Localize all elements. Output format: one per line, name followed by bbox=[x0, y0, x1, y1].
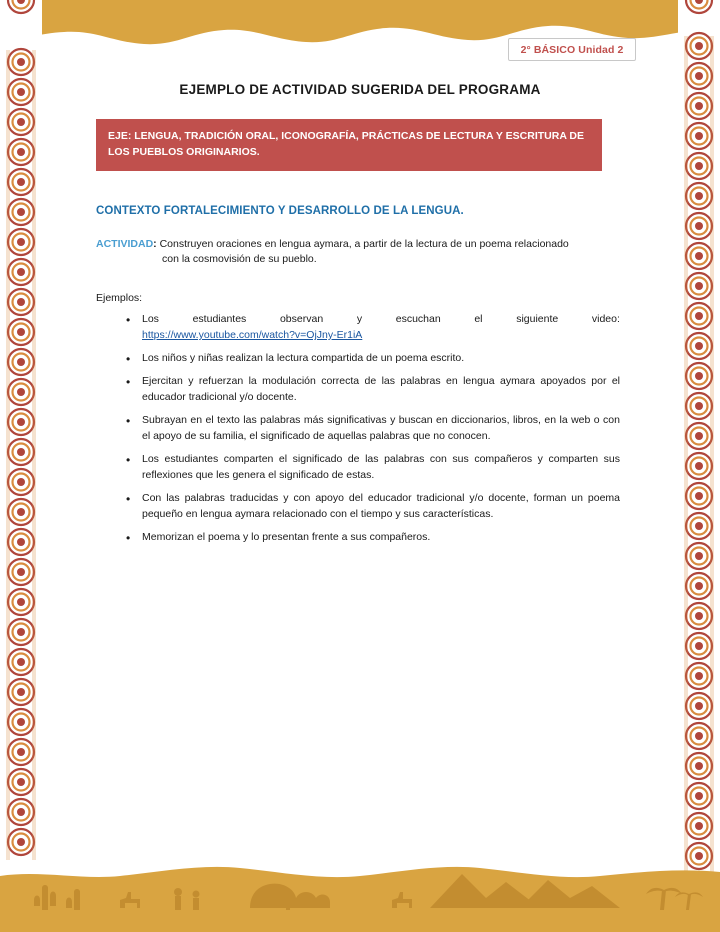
list-item bbox=[142, 413, 624, 445]
list-item bbox=[142, 351, 624, 367]
unit-badge-label: 2° BÁSICO Unidad 2 bbox=[520, 43, 624, 56]
examples-list bbox=[96, 312, 624, 545]
list-item-text: Memorizan el poema y lo presentan frente a sus compañeros. bbox=[142, 530, 431, 543]
activity-colon: : bbox=[153, 237, 157, 250]
right-decorative-border bbox=[678, 0, 720, 932]
list-item bbox=[142, 374, 624, 406]
document-content bbox=[96, 82, 624, 552]
list-item bbox=[142, 452, 624, 484]
activity-paragraph bbox=[96, 237, 624, 269]
unit-badge bbox=[508, 38, 636, 61]
video-word-2: observan bbox=[279, 313, 324, 326]
list-item-text: Los niños y niñas realizan la lectura compartida de un poema escrito. bbox=[142, 351, 465, 364]
left-decorative-border bbox=[0, 0, 42, 932]
list-item bbox=[142, 312, 624, 344]
list-item bbox=[142, 530, 624, 546]
page-title: EJEMPLO DE ACTIVIDAD SUGERIDA DEL PROGRAMA bbox=[179, 82, 541, 97]
youtube-link[interactable]: https://www.youtube.com/watch?v=OjJny-Er1iA bbox=[142, 328, 363, 341]
list-item-text: Con las palabras traducidas y con apoyo del educador tradicional y/o docente, forman un poema pequeño en lengua aymara relacionado con el tiempo y sus características. bbox=[142, 491, 620, 520]
activity-text-line1: Construyen oraciones en lengua aymara, a partir de la lectura de un poema relacionado bbox=[159, 237, 569, 250]
bottom-decorative-band bbox=[0, 846, 720, 932]
video-word-5: el bbox=[474, 313, 483, 326]
video-word-7: video: bbox=[591, 313, 620, 326]
activity-label: ACTIVIDAD bbox=[96, 237, 154, 250]
examples-label: Ejemplos: bbox=[96, 292, 143, 305]
activity-text-line2: con la cosmovisión de su pueblo. bbox=[162, 253, 317, 266]
list-item bbox=[142, 491, 624, 523]
video-word-4: escuchan bbox=[395, 313, 441, 326]
video-word-3: y bbox=[356, 313, 363, 326]
eje-banner: EJE: LENGUA, TRADICIÓN ORAL, ICONOGRAFÍA, PRÁCTICAS DE LECTURA Y ESCRITURA DE LOS PUEBLOS ORIGINARIOS. bbox=[96, 119, 602, 171]
video-word-0: • Los bbox=[142, 313, 159, 326]
list-item-text: Ejercitan y refuerzan la modulación correcta de las palabras en lengua aymara apoyados por el educador tradicional y/o docente. bbox=[142, 374, 620, 403]
video-sentence bbox=[142, 312, 620, 328]
list-item-text: Los estudiantes comparten el significado de las palabras con sus compañeros y comparten sus reflexiones que les genera el significado de estas. bbox=[142, 452, 620, 481]
list-item-text: Subrayan en el texto las palabras más significativas y buscan en diccionarios, libros, en la web o con el apoyo de su familia, el significado de aquellas palabras que no conocen. bbox=[142, 413, 620, 442]
video-word-1: estudiantes bbox=[192, 313, 247, 326]
video-word-6: siguiente bbox=[516, 313, 559, 326]
context-title: CONTEXTO FORTALECIMIENTO Y DESARROLLO DE LA LENGUA. bbox=[96, 204, 464, 217]
